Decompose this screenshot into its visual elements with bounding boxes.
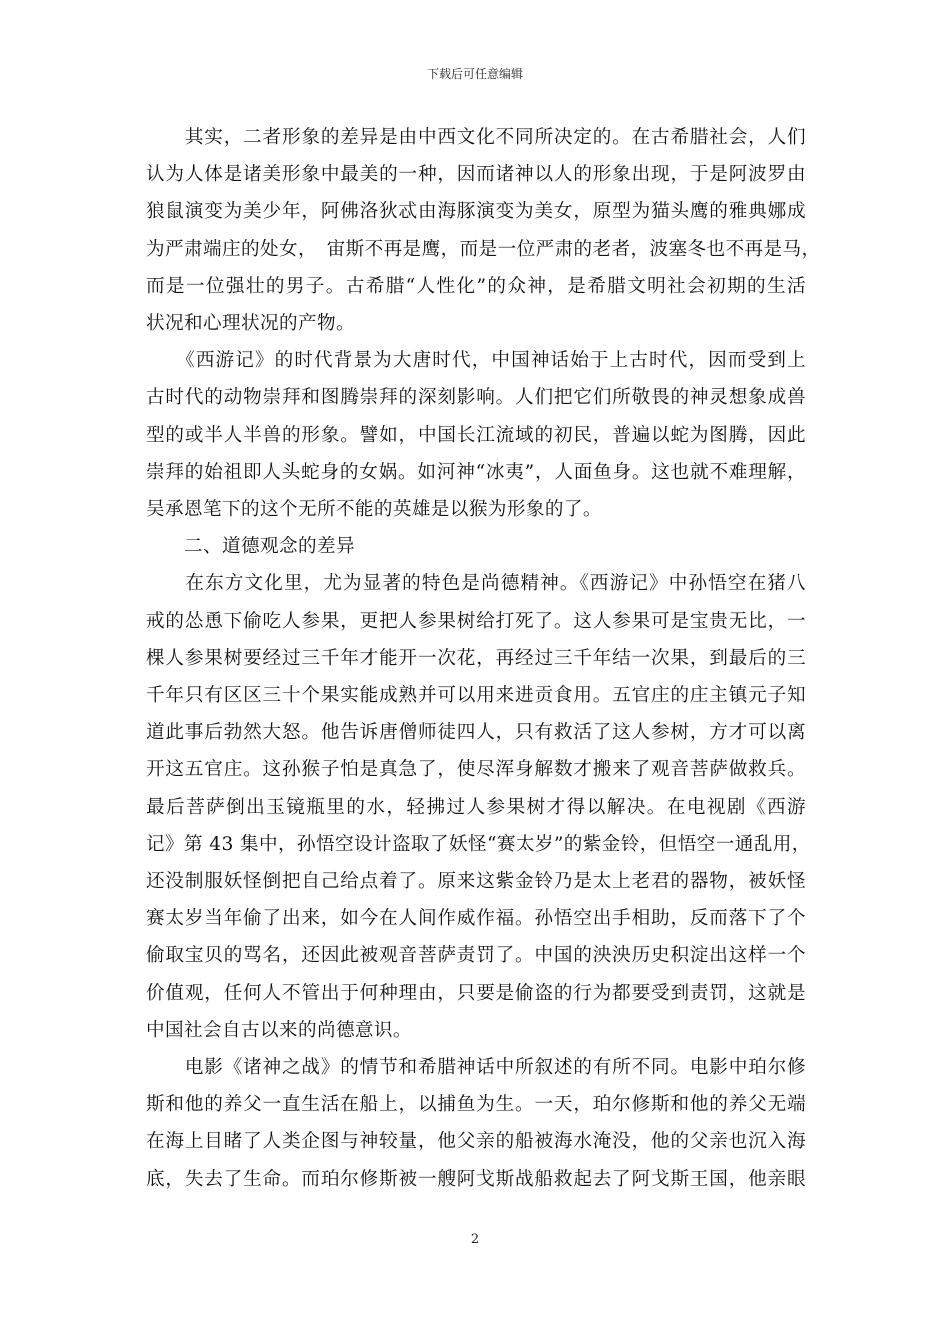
document-body [146,119,821,1198]
text-line: 道此事后勃然大怒。他告诉唐僧师徒四人，只有救活了这人参树，方才可以离 [146,722,806,744]
text-line: 最后菩萨倒出玉镜瓶里的水，轻拂过人参果树才得以解决。在电视剧《西游 [146,796,806,818]
text-line: 认为人体是诸美形象中最美的一种，因而诸神以人的形象出现，于是阿波罗由 [146,164,806,186]
text-line: 还没制服妖怪倒把自己给点着了。原来这紫金铃乃是太上老君的器物，被妖怪 [146,871,806,893]
text-line: 记》第 43 集中，孙悟空设计盗取了妖怪“赛太岁”的紫金铃，但悟空一通乱用， [146,833,811,855]
text-line: 开这五官庄。这孙猴子怕是真急了，使尽浑身解数才搬来了观音菩萨做救兵。 [146,759,806,781]
text-line: 狼鼠演变为美少年，阿佛洛狄忒由海豚演变为美女，原型为猫头鹰的雅典娜成 [146,201,806,223]
text-line: 在海上目睹了人类企图与神较量，他父亲的船被海水淹没，他的父亲也沉入海 [146,1131,806,1153]
text-line: 其实，二者形象的差异是由中西文化不同所决定的。在古希腊社会，人们 [146,127,806,148]
text-line: 《西游记》的时代背景为大唐时代，中国神话始于上古时代，因而受到上 [146,350,806,372]
text-line: 赛太岁当年偷了出来，如今在人间作威作福。孙悟空出手相助，反而落下了个 [146,908,806,930]
text-line: 为严肃端庄的处女， 宙斯不再是鹰，而是一位严肃的老者，波塞冬也不再是马， [146,238,821,260]
text-line: 型的或半人半兽的形象。譬如，中国长江流域的初民，普遍以蛇为图腾，因此 [146,424,806,446]
text-line: 吴承恩笔下的这个无所不能的英雄是以猴为形象的了。 [146,499,602,521]
text-line: 棵人参果树要经过三千年才能开一次花，再经过三千年结一次果，到最后的三 [146,647,806,669]
text-line: 戒的怂恿下偷吃人参果，更把人参果树给打死了。这人参果可是宝贵无比，一 [146,610,806,632]
page-header: 下载后可任意编辑 [426,67,523,81]
text-line: 电影《诸神之战》的情节和希腊神话中所叙述的有所不同。电影中珀尔修 [146,1057,806,1079]
text-line: 底，失去了生命。而珀尔修斯被一艘阿戈斯战船救起去了阿戈斯王国，他亲眼 [146,1168,806,1190]
text-line: 价值观，任何人不管出于何种理由，只要是偷盗的行为都要受到责罚，这就是 [146,982,806,1004]
text-line: 千年只有区区三十个果实能成熟并可以用来进贡食用。五官庄的庄主镇元子知 [146,685,806,707]
text-line: 崇拜的始祖即人头蛇身的女娲。如河神“冰夷”，人面鱼身。这也就不难理解， [146,461,806,483]
text-line: 偷取宝贝的骂名，还因此被观音菩萨责罚了。中国的泱泱历史积淀出这样一个 [146,945,806,967]
text-line: 中国社会自古以来的尚德意识。 [146,1019,412,1041]
text-line: 斯和他的养父一直生活在船上，以捕鱼为生。一天，珀尔修斯和他的养父无端 [146,1094,806,1116]
page-number: 2 [470,1232,480,1247]
text-line: 古时代的动物崇拜和图腾崇拜的深刻影响。人们把它们所敬畏的神灵想象成兽 [146,387,806,409]
text-line: 而是一位强壮的男子。古希腊“人性化”的众神，是希腊文明社会初期的生活 [146,275,806,297]
text-line: 状况和心理状况的产物。 [146,313,355,335]
text-line: 在东方文化里，尤为显著的特色是尚德精神。《西游记》中孙悟空在猪八 [146,573,806,595]
section-heading: 二、道德观念的差异 [146,536,355,558]
